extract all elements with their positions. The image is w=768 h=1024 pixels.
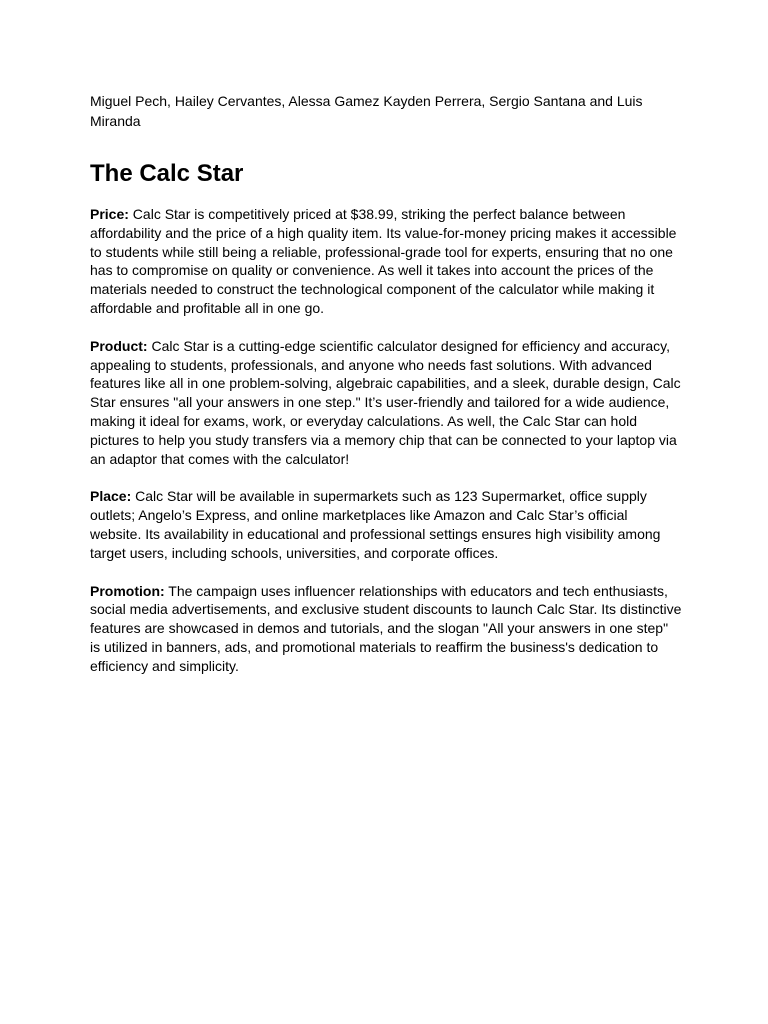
price-label: Price: xyxy=(90,206,129,222)
product-text: Calc Star is a cutting-edge scientific calculator designed for efficiency and accuracy, appealing to students, professionals, and anyone who needs fast solutions. With advanced features like all in one problem-solving, algebraic capabilities, and a sleek, durable design, Calc Star ensures "all your answers in one step." It’s user-friendly and tailored for a wide audience, making it ideal for exams, work, or everyday calculations. As well, the Calc Star can hold pictures to help you study transfers via a memory chip that can be connected to your laptop via an adaptor that comes with the calculator! xyxy=(90,337,681,467)
authors-line: Miguel Pech, Hailey Cervantes, Alessa Gamez Kayden Perrera, Sergio Santana and Luis Miranda xyxy=(90,93,643,129)
product-label: Product: xyxy=(90,337,148,354)
promotion-text: The campaign uses influencer relationships with educators and tech enthusiasts, social media advertisements, and exclusive student discounts to launch Calc Star. Its distinctive features are showcased in demos and tutorials, and the slogan "All your answers in one step" is utilized in banners, ads, and promotional materials to reaffirm the business's dedication to efficiency and simplicity. xyxy=(90,582,682,674)
place-text: Calc Star will be available in supermarkets such as 123 Supermarket, office supply outlets; Angelo’s Express, and online marketplaces like Amazon and Calc Star’s official website. Its availability in educational and professional settings ensures high visibility among target users, including schools, universities, and corporate offices. xyxy=(90,488,661,561)
product-paragraph xyxy=(90,337,682,469)
document-title: The Calc Star xyxy=(90,160,244,187)
place-label: Place: xyxy=(90,488,132,505)
document-page xyxy=(90,91,682,676)
price-paragraph xyxy=(90,205,682,318)
promotion-label: Promotion: xyxy=(90,582,165,599)
place-paragraph xyxy=(90,487,682,562)
promotion-paragraph xyxy=(90,582,682,676)
price-text: Calc Star is competitively priced at $38.99, striking the perfect balance between affordability and the price of a high quality item. Its value-for-money pricing makes it accessible to students while still being a reliable, professional-grade tool for experts, ensuring that no one has to compromise on quality or convenience. As well it takes into account the prices of the materials needed to construct the technological component of the calculator while making it affordable and profitable all in one go. xyxy=(90,206,677,316)
